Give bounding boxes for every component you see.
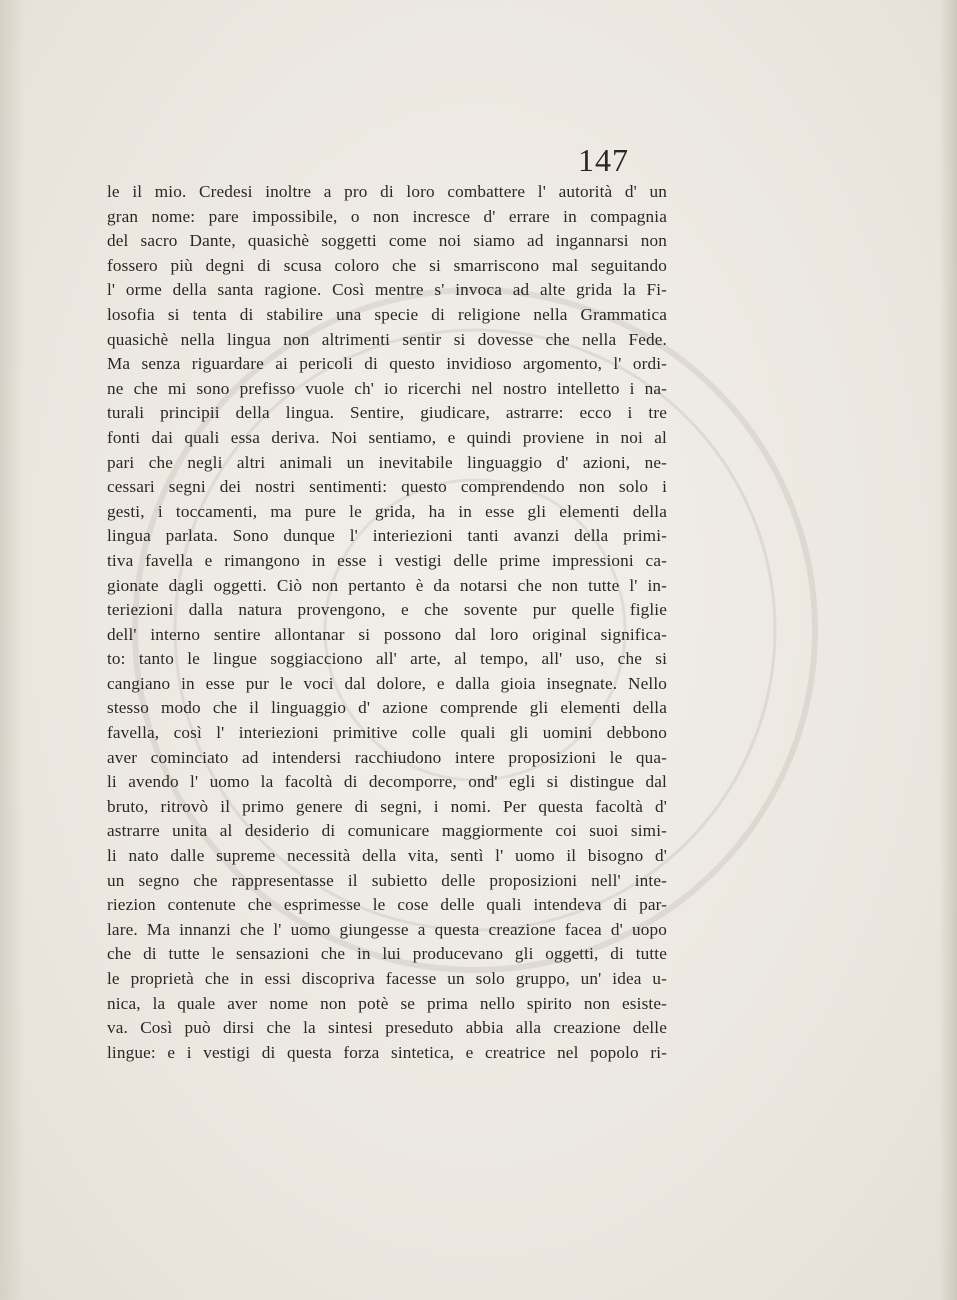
text-line: cangiano in esse pur le voci dal dolore, e dalla gioia insegnate. Nello — [107, 673, 667, 693]
text-line: losofia si tenta di stabilire una specie di religione nella Grammatica — [107, 304, 667, 324]
text-line: astrarre unita al desiderio di comunicare maggiormente coi suoi simi- — [107, 821, 667, 841]
text-line: li avendo l' uomo la facoltà di decomporre, ond' egli si distingue dal — [107, 772, 667, 792]
text-line: lare. Ma innanzi che l' uomo giungesse a questa creazione facea d' uopo — [107, 919, 667, 939]
text-line: le proprietà che in essi discopriva facesse un solo gruppo, un' idea u- — [107, 969, 667, 988]
text-line: to: tanto le lingue soggiacciono all' arte, al tempo, all' uso, che si — [107, 649, 667, 669]
text-line: stesso modo che il linguaggio d' azione comprende gli elementi della — [107, 698, 667, 718]
text-line: favella, così l' interiezioni primitive colle quali gli uomini debbono — [107, 723, 667, 743]
text-line: fossero più degni di scusa coloro che si smarriscono mal seguitando — [107, 255, 667, 275]
left-page-edge — [0, 0, 24, 1300]
text-line: un segno che rappresentasse il subietto delle proposizioni nell' inte- — [107, 870, 667, 890]
text-line: lingue: e i vestigi di questa forza sintetica, e creatrice nel popolo ri- — [107, 1042, 667, 1062]
text-line: li nato dalle supreme necessità della vita, sentì l' uomo il bisogno d' — [107, 846, 667, 866]
text-line: tiva favella e rimangono in esse i vestigi delle prime impressioni ca- — [107, 550, 667, 570]
text-line: teriezioni dalla natura provengono, e che sovente pur quelle figlie — [107, 600, 667, 620]
text-line: aver cominciato ad intendersi racchiudono intere proposizioni le qua- — [107, 747, 667, 767]
text-line: nica, la quale aver nome non potè se prima nello spirito non esiste- — [107, 993, 667, 1013]
text-line: bruto, ritrovò il primo genere di segni, i nomi. Per questa facoltà d' — [107, 796, 667, 816]
text-line: che di tutte le sensazioni che in lui producevano gli oggetti, di tutte — [107, 944, 667, 964]
text-line: va. Così può dirsi che la sintesi preseduto abbia alla creazione delle — [107, 1018, 667, 1038]
text-line: le il mio. Credesi inoltre a pro di loro combattere l' autorità d' un — [107, 182, 667, 201]
text-line: l' orme della santa ragione. Così mentre s' invoca ad alte grida la Fi- — [107, 280, 667, 300]
right-page-edge — [939, 0, 957, 1300]
text-line: cessari segni dei nostri sentimenti: questo comprendendo non solo i — [107, 477, 667, 497]
text-line: pari che negli altri animali un inevitabile linguaggio d' azioni, ne- — [107, 452, 667, 472]
text-line: quasichè nella lingua non altrimenti sentir si dovesse che nella Fede. — [107, 329, 667, 349]
text-line: ne che mi sono prefisso vuole ch' io ricerchi nel nostro intelletto i na- — [107, 378, 667, 398]
text-line: lingua parlata. Sono dunque l' interiezioni tanti avanzi della primi- — [107, 526, 667, 546]
text-line: Ma senza riguardare ai pericoli di questo invidioso argomento, l' ordi- — [107, 354, 667, 374]
text-line: turali principii della lingua. Sentire, giudicare, astrarre: ecco i tre — [107, 403, 667, 423]
text-line: del sacro Dante, quasichè soggetti come noi siamo ad ingannarsi non — [107, 231, 667, 251]
text-line: gesti, i toccamenti, ma pure le grida, ha in esse gli elementi della — [107, 501, 667, 521]
page-number: 147 — [578, 142, 629, 178]
text-line: riezion contenute che esprimesse le cose delle quali intendeva di par- — [107, 895, 667, 915]
text-line: dell' interno sentire allontanar si possono dal loro original significa- — [107, 624, 667, 644]
text-line: gionate dagli oggetti. Ciò non pertanto è da notarsi che non tutte l' in- — [107, 575, 667, 595]
text-line: gran nome: pare impossibile, o non incresce d' errare in compagnia — [107, 206, 667, 226]
text-line: fonti dai quali essa deriva. Noi sentiamo, e quindi proviene in noi al — [107, 427, 667, 447]
body-text — [107, 180, 667, 1065]
